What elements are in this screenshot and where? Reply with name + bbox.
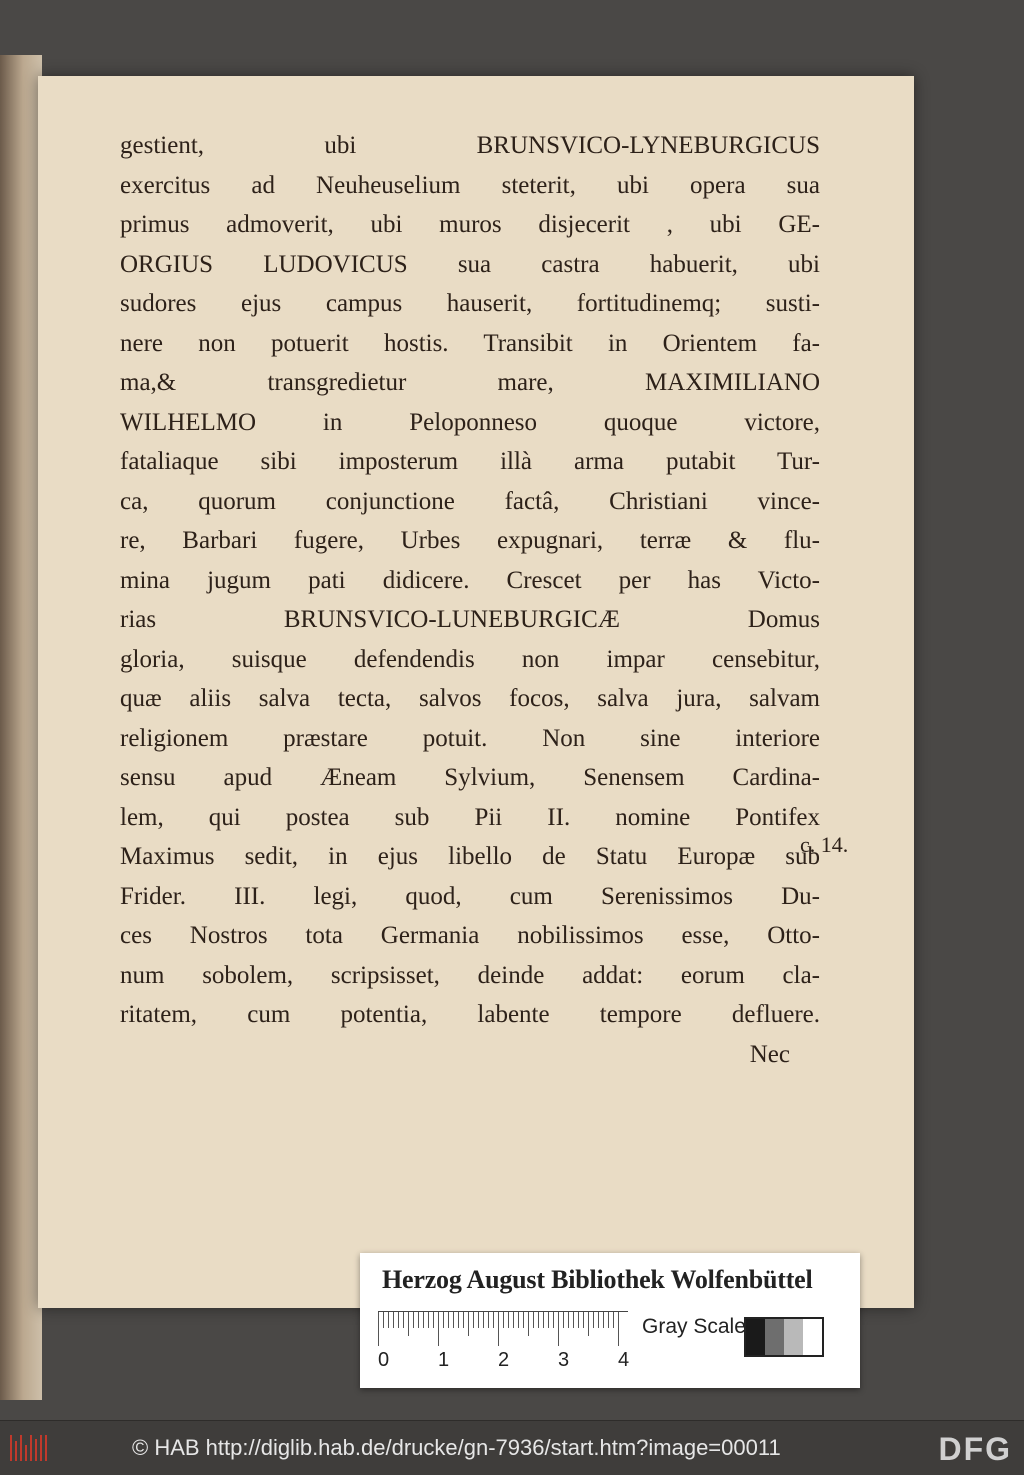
ruler-tick [433,1312,434,1328]
ruler-tick [473,1312,474,1328]
ruler-tick [508,1312,509,1328]
ruler-tick [478,1312,479,1328]
library-label-card [360,1253,860,1388]
hab-logo-icon [10,1435,47,1461]
text-line: nere non potuerit hostis. Transibit in Orientem fa- [120,329,820,357]
ruler-tick [438,1312,439,1346]
ruler-tick [618,1312,619,1346]
text-line: ORGIUS LUDOVICUS sua castra habuerit, ubi [120,250,820,278]
ruler-tick [583,1312,584,1328]
text-line: mina jugum pati didicere. Crescet per has Victo- [120,566,820,594]
ruler-digit: 0 [378,1349,390,1371]
text-line: sensu apud Æneam Sylvium, Senensem Cardina- [120,764,820,791]
ruler-tick [423,1312,424,1328]
text-line: ca, quorum conjunctione factâ, Christiani vince- [120,487,820,515]
ruler-tick [503,1312,504,1328]
ruler-tick [548,1312,549,1328]
ruler-tick [543,1312,544,1328]
copyright-link[interactable]: © HAB http://diglib.hab.de/drucke/gn-7936/start.htm?image=00011 [132,1435,781,1460]
ruler-tick [383,1312,384,1328]
ruler-tick [568,1312,569,1328]
text-line: Frider. III. legi, quod, cum Serenissimos Du- [120,882,820,910]
margin-note: c. 14. [800,832,849,857]
ruler-tick [483,1312,484,1328]
ruler-tick [603,1312,604,1328]
ruler-tick [498,1312,499,1346]
ruler-tick [538,1312,539,1328]
ruler-tick [513,1312,514,1328]
ruler-tick [518,1312,519,1328]
ruler-tick [493,1312,494,1328]
text-line: gestient, ubi BRUNSVICO-LYNEBURGICUS [120,132,820,159]
ruler-tick [468,1312,469,1336]
text-line: ma,& transgredietur mare, MAXIMILIANO [120,369,820,396]
ruler-tick [488,1312,489,1328]
text-line: sudores ejus campus hauserit, fortitudinemq; susti- [120,290,820,317]
catchword: Nec [749,1040,790,1068]
text-line: ces Nostros tota Germania nobilissimos esse, Otto- [120,922,820,949]
ruler-tick [453,1312,454,1328]
text-line: religionem præstare potuit. Non sine interiore [120,724,820,752]
text-line: lem, qui postea sub Pii II. nomine Pontifex [120,803,820,831]
ruler-tick [533,1312,534,1328]
text-line: ritatem, cum potentia, labente tempore defluere. [120,1001,820,1028]
ruler-tick [578,1312,579,1328]
ruler-tick [463,1312,464,1328]
dfg-logo-icon: DFG [938,1431,1012,1467]
text-line: fataliaque sibi imposterum illà arma putabit Tur- [120,448,820,475]
ruler-tick [413,1312,414,1328]
ruler-tick [608,1312,609,1328]
ruler-tick [388,1312,389,1328]
text-line: num sobolem, scripsisset, deinde addat: eorum cla- [120,961,820,989]
text-line: quæ aliis salva tecta, salvos focos, salva jura, salvam [120,685,820,712]
text-line: WILHELMO in Peloponneso quoque victore, [120,408,820,436]
text-line: rias BRUNSVICO-LUNEBURGICÆ Domus [120,606,820,633]
footer-bar [0,1420,1024,1475]
text-line: Maximus sedit, in ejus libello de Statu Europæ sub [120,843,820,870]
ruler-tick [558,1312,559,1346]
ruler-tick [448,1312,449,1328]
ruler-tick [563,1312,564,1328]
ruler-digit: 1 [438,1349,450,1371]
text-line: gloria, suisque defendendis non impar censebitur, [120,645,820,673]
gray-scale-label: Gray Scale [642,1315,746,1338]
ruler-tick [443,1312,444,1328]
ruler-tick [613,1312,614,1328]
ruler-digit: 3 [558,1349,570,1371]
ruler-digit: 4 [618,1349,630,1371]
book-spine [0,55,42,1400]
gray-scale-swatch [744,1317,824,1357]
ruler-tick [593,1312,594,1328]
ruler-tick [398,1312,399,1328]
ruler-tick [428,1312,429,1328]
ruler-tick [598,1312,599,1328]
library-title: Herzog August Bibliothek Wolfenbüttel [382,1265,813,1294]
ruler-tick [573,1312,574,1328]
ruler-digit: 2 [498,1349,510,1371]
page-text [120,126,820,1074]
ruler-tick [403,1312,404,1328]
text-line: primus admoverit, ubi muros disjecerit , ubi GE- [120,211,820,238]
ruler [378,1311,628,1352]
text-line: exercitus ad Neuheuselium steterit, ubi opera sua [120,171,820,199]
text-line: re, Barbari fugere, Urbes expugnari, terræ & flu- [120,527,820,554]
ruler-tick [418,1312,419,1328]
ruler-tick [588,1312,589,1336]
ruler-tick [393,1312,394,1328]
ruler-tick [378,1312,379,1346]
ruler-tick [553,1312,554,1328]
ruler-tick [408,1312,409,1336]
ruler-tick [458,1312,459,1328]
ruler-tick [528,1312,529,1336]
ruler-tick [523,1312,524,1328]
